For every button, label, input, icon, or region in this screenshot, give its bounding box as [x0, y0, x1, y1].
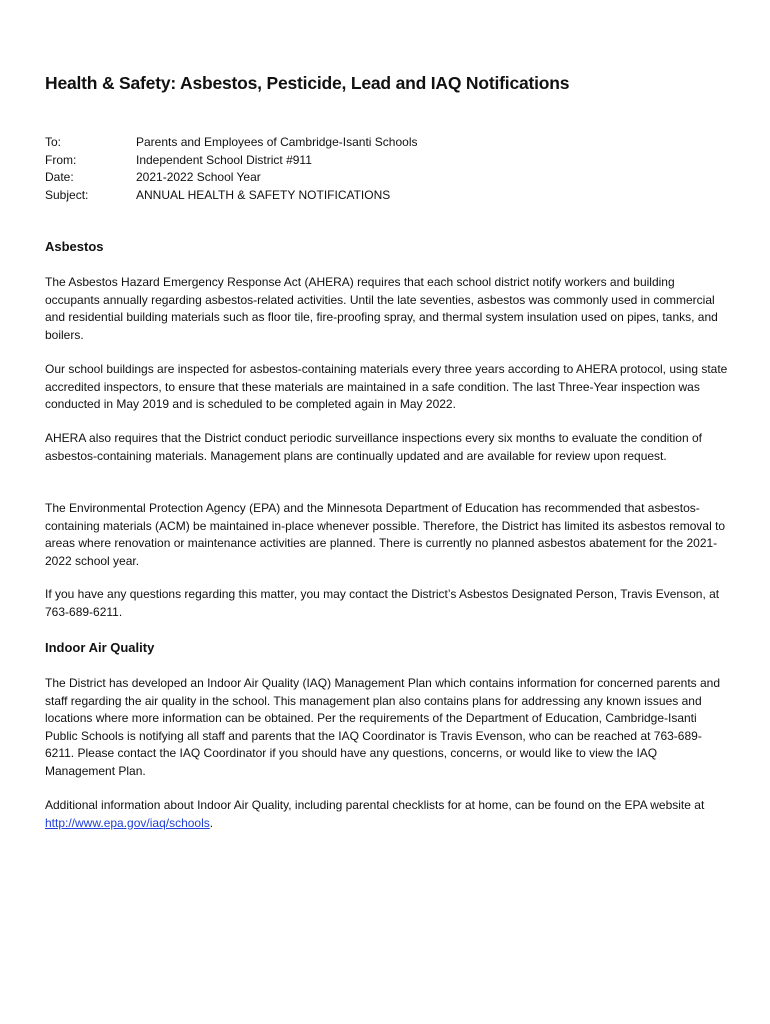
memo-row-date — [45, 169, 417, 187]
memo-value: ANNUAL HEALTH & SAFETY NOTIFICATIONS — [136, 187, 391, 202]
memo-value: 2021-2022 School Year — [136, 170, 261, 184]
iaq-additional-text: Additional information about Indoor Air Quality, including parental checklists for at home, can be found on the EPA website at — [45, 798, 705, 812]
memo-header — [45, 134, 417, 204]
memo-row-to — [45, 134, 417, 152]
asbestos-paragraph-5: If you have any questions regarding this matter, you may contact the District’s Asbestos Designated Person, Travis Evenson, at 763-689-6211. — [45, 587, 720, 619]
iaq-trailing-period: . — [209, 815, 214, 830]
memo-value: Parents and Employees of Cambridge-Isanti Schools — [136, 135, 418, 149]
memo-label: Date: — [45, 170, 74, 184]
iaq-additional-info — [45, 797, 730, 832]
asbestos-paragraph-1: The Asbestos Hazard Emergency Response Act (AHERA) requires that each school district notify workers and building occupants annually regarding asbestos-related activities. Until the late seventies, asbestos was commonly used in commercial and residential building materials such as floor tile, fire-proofing spray, and thermal system insulation used on pipes, tanks, and boilers. — [45, 275, 718, 342]
memo-label: Subject: — [45, 187, 89, 202]
memo-label: From: — [45, 152, 77, 167]
memo-label: To: — [45, 135, 62, 149]
document-title: Health & Safety: Asbestos, Pesticide, Lead and IAQ Notifications — [45, 73, 570, 93]
memo-row-subject — [45, 187, 417, 205]
memo-value: Independent School District #911 — [136, 152, 312, 167]
asbestos-paragraph-2: Our school buildings are inspected for asbestos-containing materials every three years according to AHERA protocol, using state accredited inspectors, to ensure that these materials are maintained in a safe condition. The last Three-Year inspection was conducted in May 2019 and is scheduled to be completed again in May 2022. — [45, 362, 728, 411]
asbestos-paragraph-4: The Environmental Protection Agency (EPA) and the Minnesota Department of Education has recommended that asbestos-containing materials (ACM) be maintained in-place whenever possible. Therefore, the District has limited its asbestos removal to areas where renovation or maintenance activities are planned. There is currently no planned asbestos abatement for the 2021-2022 school year. — [45, 501, 726, 568]
epa-schools-link[interactable]: http://www.epa.gov/iaq/schools — [45, 815, 210, 830]
asbestos-heading: Asbestos — [45, 239, 104, 254]
iaq-heading: Indoor Air Quality — [45, 640, 155, 655]
memo-row-from — [45, 152, 417, 170]
iaq-paragraph: The District has developed an Indoor Air Quality (IAQ) Management Plan which contains information for concerned parents and staff regarding the air quality in the school. This management plan also contains plans for addressing any known issues and locations where more information can be obtained. Per the requirements of the Department of Education, Cambridge-Isanti Public Schools is notifying all staff and parents that the IAQ Coordinator is Travis Evenson, who can be reached at 763-689-6211. Please contact the IAQ Coordinator if you should have any questions, concerns, or would like to view the IAQ Management Plan. — [45, 676, 721, 778]
asbestos-paragraph-3: AHERA also requires that the District conduct periodic surveillance inspections every six months to evaluate the condition of asbestos-containing materials. Management plans are continually updated and are available for review upon request. — [45, 431, 702, 463]
